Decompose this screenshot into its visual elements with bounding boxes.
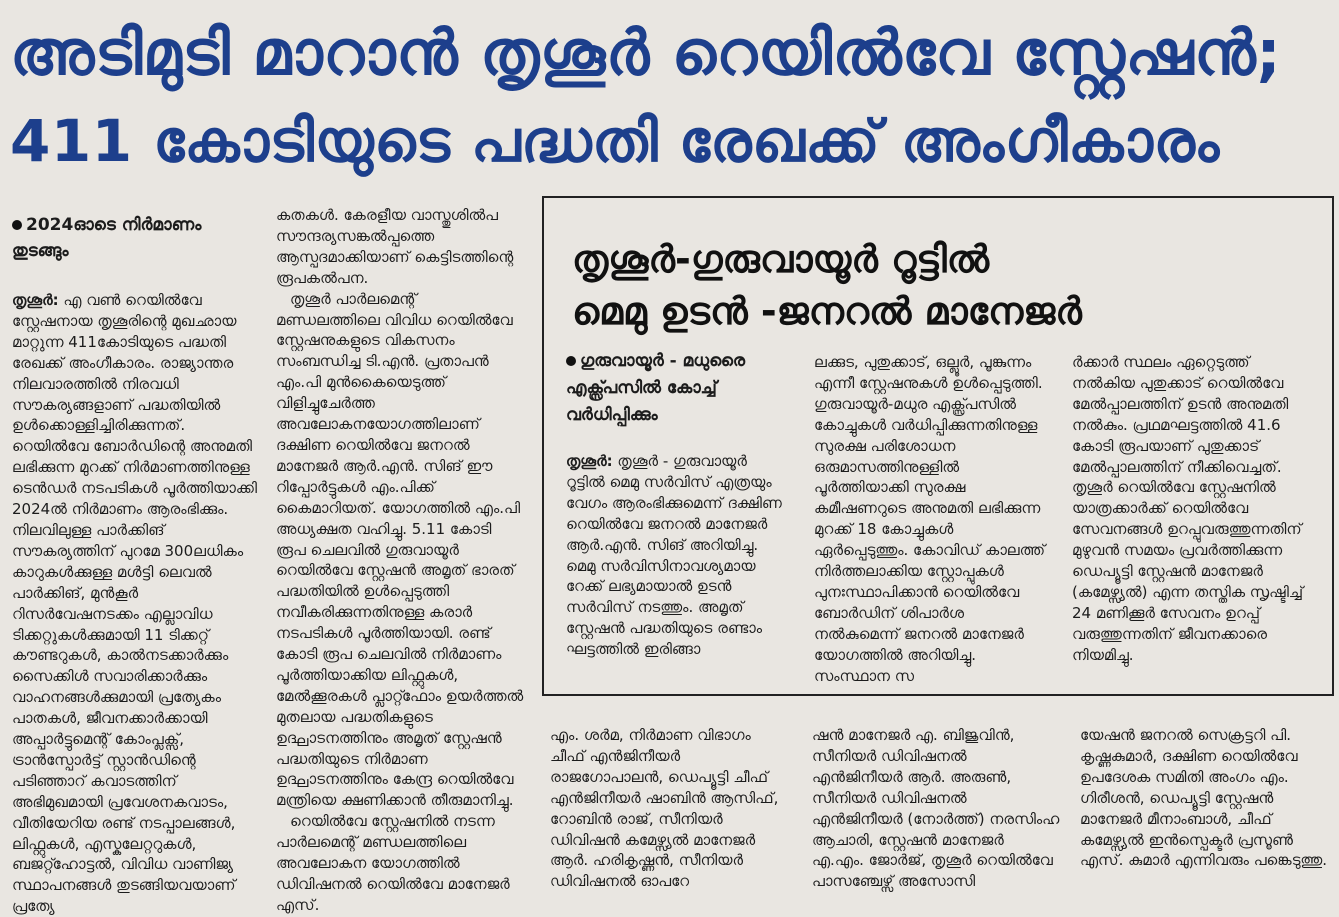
article1-column-1 [12, 212, 260, 916]
article2-body-2: ലക്കുട, പുതുക്കാട്, ഒല്ലൂർ, പൂങ്കുന്നം എന്നീ സ്റ്റേഷനുകൾ ഉൾപ്പെടുത്തി. ഗുരുവായൂർ-മധുര എക്സ്പ്രസിൽ കോച്ചുകൾ വർധിപ്പിക്കുന്നതിനുള്ള സുരക്ഷ പരിശോധന ഒരുമാസത്തിനുള്ളിൽ പൂർത്തിയാക്കി സുരക്ഷ കമീഷണറുടെ അനുമതി ലഭിക്കുന്ന മുറക്ക് 18 കോച്ചുകൾ ഏർപ്പെടുത്തും. കോവിഡ് കാലത്ത് നിർത്തലാക്കിയ സ്റ്റോപ്പുകൾ പുനഃസ്ഥാപിക്കാൻ റെയിൽവേ ബോർഡിന് ശിപാർശ നൽകുമെന്ന് ജനറൽ മാനേജർ യോഗത്തിൽ അറിയിച്ചു. സംസ്ഥാന സ [814, 353, 1046, 685]
article1-body-1: തൃശൂർ: എ വൺ റെയിൽവേ സ്റ്റേഷനായ തൃശൂരിന്റെ മുഖഛായ മാറ്റുന്ന 411കോടിയുടെ പദ്ധതി രേഖക്ക് അംഗീകാരം. രാജ്യാന്തര നിലവാരത്തിൽ നിരവധി സൗകര്യങ്ങളാണ് പദ്ധതിയിൽ ഉൾക്കൊള്ളിച്ചിരിക്കുന്നത്. റെയിൽവേ ബോർഡിന്റെ അനുമതി ലഭിക്കുന്ന മുറക്ക് നിർമാണത്തിനുള്ള ടെൻഡർ നടപടികൾ പൂർത്തിയാക്കി 2024ൽ നിർമാണം ആരംഭിക്കും. നിലവിലുള്ള പാർക്കിങ് സൗകര്യത്തിന് പുറമേ 300ലധികം കാറുകൾക്കുള്ള മൾട്ടി ലെവൽ പാർക്കിങ്, മുൻകൂർ റിസർവേഷനടക്കം എല്ലാവിധ ടിക്കറ്റുകൾക്കുമായി 11 ടിക്കറ്റ് കൗണ്ടറുകൾ, കാൽനടക്കാർക്കും സൈക്കിൾ സവാരിക്കാർക്കും വാഹനങ്ങൾക്കുമായി പ്രത്യേകം പാതകൾ, ജീവനക്കാർക്കായി അപ്പാർട്ടുമെന്റ് കോംപ്ലക്സ്, ട്രാൻസ്പോർട്ട് സ്റ്റാൻഡിന്റെ പടിഞ്ഞാറ് കവാടത്തിന് അഭിമുഖമായി പ്രവേശനകവാടം, വീതിയേറിയ രണ്ട് നടപ്പാലങ്ങൾ, ലിഫ്റ്റുകൾ, എസ്കലേറ്ററുകൾ, ബജറ്റ്ഹോട്ടൽ, വിവിധ വാണിജ്യ സ്ഥാപനങ്ങൾ തുടങ്ങിയവയാണ് പ്രത്യേ [12, 291, 258, 916]
bullet-icon [12, 220, 22, 230]
article1-body-5: യേഷൻ ജനറൽ സെക്രട്ടറി പി. കൃഷ്ണകുമാർ, ദക്ഷിണ റെയിൽവേ ഉപദേശക സമിതി അംഗം എം. ഗിരീശൻ, ഡെപ്യൂട്ടി സ്റ്റേഷൻ മാനേജർ മീനാംബാൾ, ചീഫ് കമേഴ്സ്യൽ ഇൻസ്പെക്ടർ പ്രസൂൺ എസ്. കുമാർ എന്നിവരും പങ്കെടുത്തു. [1080, 726, 1328, 870]
article2-box [542, 196, 1334, 696]
article2-body-1: തൃശൂർ: തൃശൂർ - ഗുരുവായൂർ റൂട്ടിൽ മെമു സർവിസ് എത്രയും വേഗം ആരംഭിക്കുമെന്ന് ദക്ഷിണ റെയിൽവേ ജനറൽ മാനേജർ ആർ.എൻ. സിങ് അറിയിച്ചു. മെമു സർവിസിനാവശ്യമായ റേക്ക് ലഭ്യമായാൽ ഉടൻ സർവിസ് നടത്തും. അമൃത് സ്റ്റേഷൻ പദ്ധതിയുടെ രണ്ടാം ഘട്ടത്തിൽ ഇരിങ്ങാ [566, 452, 782, 659]
article1-dateline: തൃശൂർ: [12, 291, 59, 309]
article1-body-4: ഷൻ മാനേജർ എ. ബിജുവിൻ, സീനിയർ ഡിവിഷനൽ എൻജിനീയർ ആർ. അരുൺ, സീനിയർ ഡിവിഷനൽ എൻജിനീയർ (നോർത്ത്) നരസിംഹ ആചാരി, സ്റ്റേഷൻ മാനേജർ എ.എം. ജോർജ്, തൃശൂർ റെയിൽവേ പാസഞ്ചേഴ്സ് അസോസി [812, 726, 1060, 891]
article1-body-2a: കതകൾ. കേരളീയ വാസ്തുശിൽപ സൗന്ദര്യസങ്കൽപ്പത്തെ ആസ്പദമാക്കിയാണ് കെട്ടിടത്തിന്റെ രൂപകൽപന. [276, 206, 514, 287]
article1-column-2 [276, 205, 524, 914]
article2-subhead: ഗുരുവായൂർ - മധുരൈ എക്സ്പ്രസിൽ കോച്ച് വർധിപ്പിക്കും [566, 351, 746, 425]
article1-column-3 [550, 725, 790, 891]
article1-body-2b: തൃശൂർ പാർലമെന്റ് മണ്ഡലത്തിലെ വിവിധ റെയിൽവേ സ്റ്റേഷനുകളുടെ വികസനം സംബന്ധിച്ച ടി.എൻ. പ്രതാപൻ എം.പി മുൻകൈയെടുത്ത് വിളിച്ചുചേർത്ത അവലോകനയോഗത്തിലാണ് ദക്ഷിണ റെയിൽവേ ജനറൽ മാനേജർ ആർ.എൻ. സിങ് ഈ റിപ്പോർട്ടുകൾ എം.പിക്ക് കൈമാറിയത്. യോഗത്തിൽ എം.പി അധ്യക്ഷത വഹിച്ചു. 5.11 കോടി രൂപ ചെലവിൽ ഗുരുവായൂർ റെയിൽവേ സ്റ്റേഷൻ അമൃത് ഭാരത് പദ്ധതിയിൽ ഉൾപ്പെടുത്തി നവീകരിക്കുന്നതിനുള്ള കരാർ നടപടികൾ പൂർത്തിയായി. രണ്ട് കോടി രൂപ ചെലവിൽ നിർമാണം പൂർത്തിയാക്കിയ ലിഫ്റ്റുകൾ, മേൽക്കൂരകൾ പ്ലാറ്റ്ഫോം ഉയർത്തൽ മുതലായ പദ്ധതികളുടെ ഉദ്ഘാടനത്തിനും അമൃത് സ്റ്റേഷൻ പദ്ധതിയുടെ നിർമാണ ഉദ്ഘാടനത്തിനും കേന്ദ്ര റെയിൽവേ മന്ത്രിയെ ക്ഷണിക്കാൻ തീരുമാനിച്ചു. [276, 289, 524, 810]
headline-line-1: അടിമുടി മാറാൻ തൃശൂർ റെയിൽവേ സ്റ്റേഷൻ; [10, 16, 1282, 89]
article2-headline-line-1: തൃശൂർ-ഗുരുവായൂർ റൂട്ടിൽ [572, 237, 990, 281]
article1-body-3: എം. ശർമ, നിർമാണ വിഭാഗം ചീഫ് എൻജിനീയർ രാജഗോപാലൻ, ഡെപ്യൂട്ടി ചീഫ് എൻജിനീയർ ഷാബിൻ ആസിഫ്, റോബിൻ രാജ്, സീനിയർ ഡിവിഷൻ കമേഴ്സ്യൽ മാനേജർ ആർ. ഹരികൃഷ്ണൻ, സീനിയർ ഡിവിഷനൽ ഓപറേ [550, 726, 779, 891]
article2-dateline: തൃശൂർ: [566, 452, 613, 470]
article1-column-4 [812, 725, 1060, 891]
headline-line-2: 411 കോടിയുടെ പദ്ധതി രേഖക്ക് അംഗീകാരം [10, 107, 1220, 175]
article1-subhead: 2024ഓടെ നിർമാണം തുടങ്ങും [12, 215, 202, 261]
article1-body-2c: റെയിൽവേ സ്റ്റേഷനിൽ നടന്ന പാർലമെന്റ് മണ്ഡലത്തിലെ അവലോകന യോഗത്തിൽ ഡിവിഷനൽ റെയിൽവേ മാനേജർ എസ്. [276, 812, 510, 914]
article2-body-3: ർക്കാർ സ്ഥലം ഏറ്റെടുത്ത് നൽകിയ പുതുക്കാട് റെയിൽവേ മേൽപ്പാലത്തിന് ഉടൻ അനുമതി നൽകും. പ്രഥമഘട്ടത്തിൽ 41.6 കോടി രൂപയാണ് പുതുക്കാട് മേൽപ്പാലത്തിന് നീക്കിവെച്ചത്. തൃശൂർ റെയിൽവേ സ്റ്റേഷനിൽ യാത്രക്കാർക്ക് റെയിൽവേ സേവനങ്ങൾ ഉറപ്പുവരുത്തുന്നതിന് മുഴുവൻ സമയം പ്രവർത്തിക്കുന്ന ഡെപ്യൂട്ടി സ്റ്റേഷൻ മാനേജർ (കമേഴ്സ്യൽ) എന്ന തസ്തിക സൃഷ്ടിച്ച് 24 മണിക്കൂർ സേവനം ഉറപ്പ് വരുത്തുന്നതിന് ജീവനക്കാരെ നിയമിച്ചു. [1072, 353, 1304, 664]
article1-column-5 [1080, 725, 1330, 880]
bullet-icon [566, 356, 576, 366]
article2-column-3 [1072, 352, 1308, 688]
article2-column-1 [566, 348, 786, 688]
article2-headline-line-2: മെമു ഉടൻ -ജനറൽ മാനേജർ [572, 289, 1082, 333]
article2-column-2 [814, 352, 1046, 688]
